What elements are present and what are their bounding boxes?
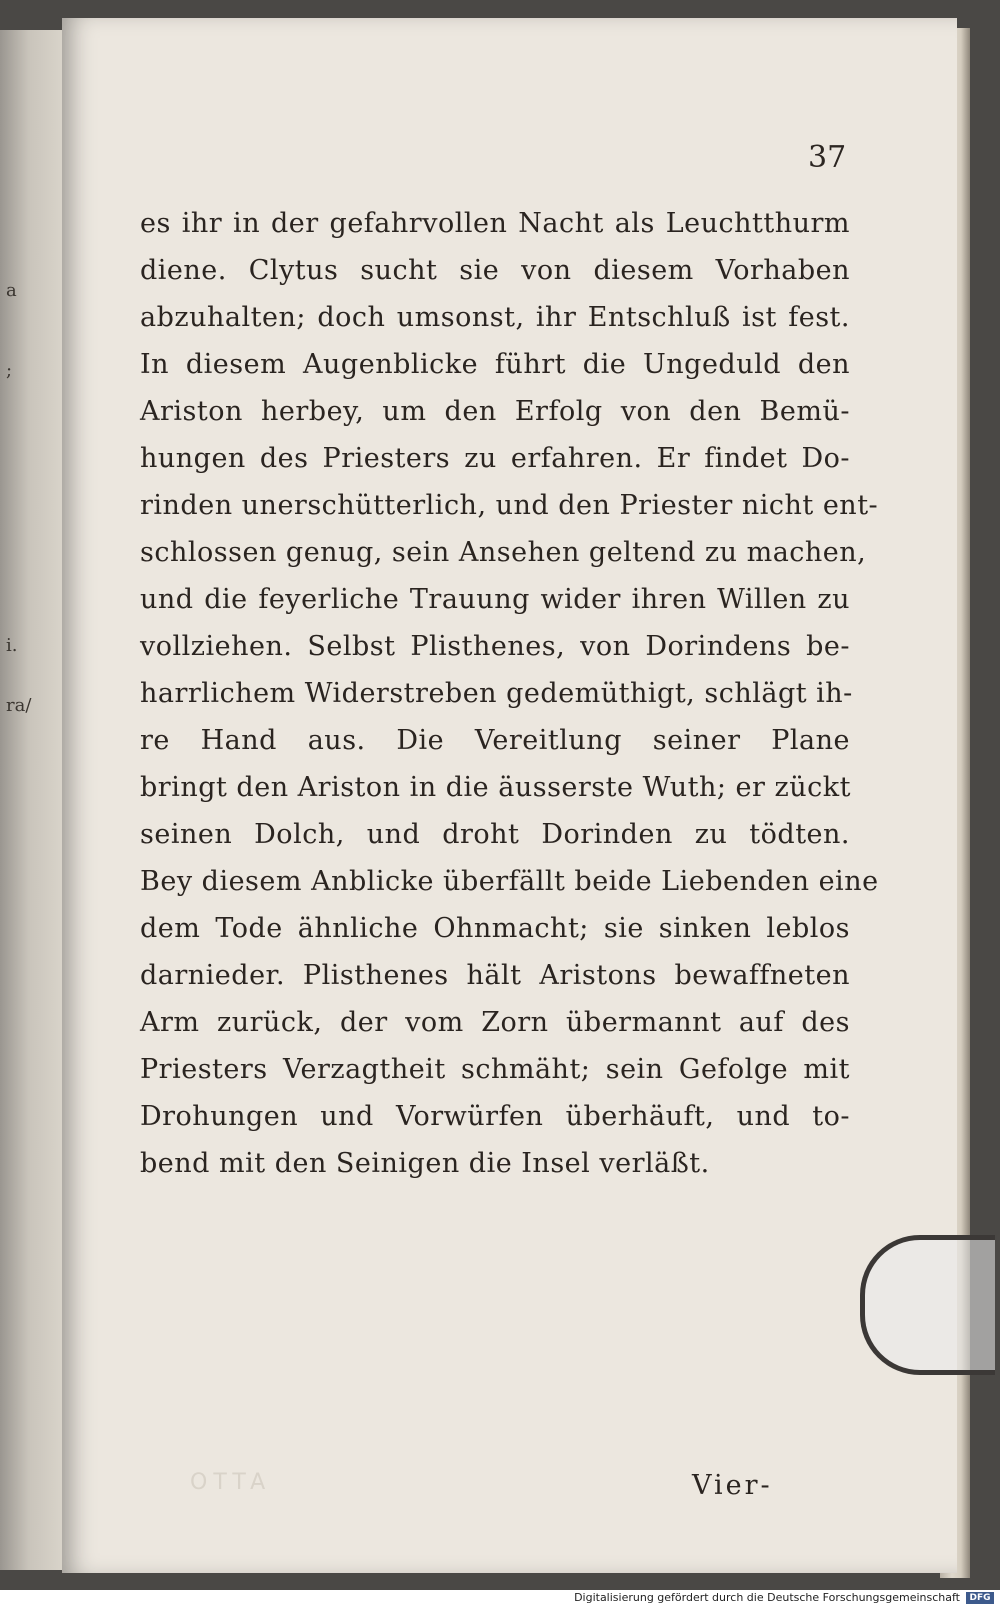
left-page-fragment: ; [6,360,13,381]
left-page-fragment: ra/ [6,695,32,716]
text-line: abzuhalten; doch umsonst, ihr Entschluß ist fest. [140,302,850,333]
text-line: rinden unerschütterlich, und den Priester nicht ent- [140,490,879,521]
page-body-text [140,200,879,1187]
text-line: harrlichem Widerstreben gedemüthigt, schlägt ih- [140,678,853,709]
page-clip [860,1235,995,1375]
text-line: In diesem Augenblicke führt die Ungeduld den [140,349,850,380]
text-line: Ariston herbey, um den Erfolg von den Bemü- [140,396,850,427]
page-number: 37 [808,140,847,175]
text-line: schlossen genug, sein Ansehen geltend zu machen, [140,537,867,568]
left-page-fragment: a [6,280,17,301]
text-line: Drohungen und Vorwürfen überhäuft, und to- [140,1101,850,1132]
text-line: seinen Dolch, und droht Dorinden zu tödten. [140,819,850,850]
text-line: Arm zurück, der vom Zorn übermannt auf des [140,1007,850,1038]
text-line: bringt den Ariston in die äusserste Wuth; er zückt [140,772,851,803]
text-line: Priesters Verzagtheit schmäht; sein Gefolge mit [140,1054,850,1085]
text-line: diene. Clytus sucht sie von diesem Vorhaben [140,255,850,286]
text-line: darnieder. Plisthenes hält Aristons bewaffneten [140,960,850,991]
faint-stamp: OTTA [190,1470,272,1495]
text-line: vollziehen. Selbst Plisthenes, von Dorindens be- [140,631,850,662]
text-line: re Hand aus. Die Vereitlung seiner Plane [140,725,850,756]
text-line: hungen des Priesters zu erfahren. Er findet Do- [140,443,850,474]
text-line: bend mit den Seinigen die Insel verläßt. [140,1148,710,1179]
left-page-fragment: i. [6,635,18,656]
catchword: Vier- [692,1470,773,1501]
text-line: Bey diesem Anblicke überfällt beide Liebenden eine [140,866,879,897]
footer-bar [0,1590,1000,1607]
dfg-logo: DFG [966,1592,994,1604]
text-line: dem Tode ähnliche Ohnmacht; sie sinken leblos [140,913,850,944]
text-line: es ihr in der gefahrvollen Nacht als Leuchtthurm [140,208,850,239]
text-line: und die feyerliche Trauung wider ihren Willen zu [140,584,850,615]
footer-credit: Digitalisierung gefördert durch die Deutsche Forschungsgemeinschaft [574,1591,960,1604]
